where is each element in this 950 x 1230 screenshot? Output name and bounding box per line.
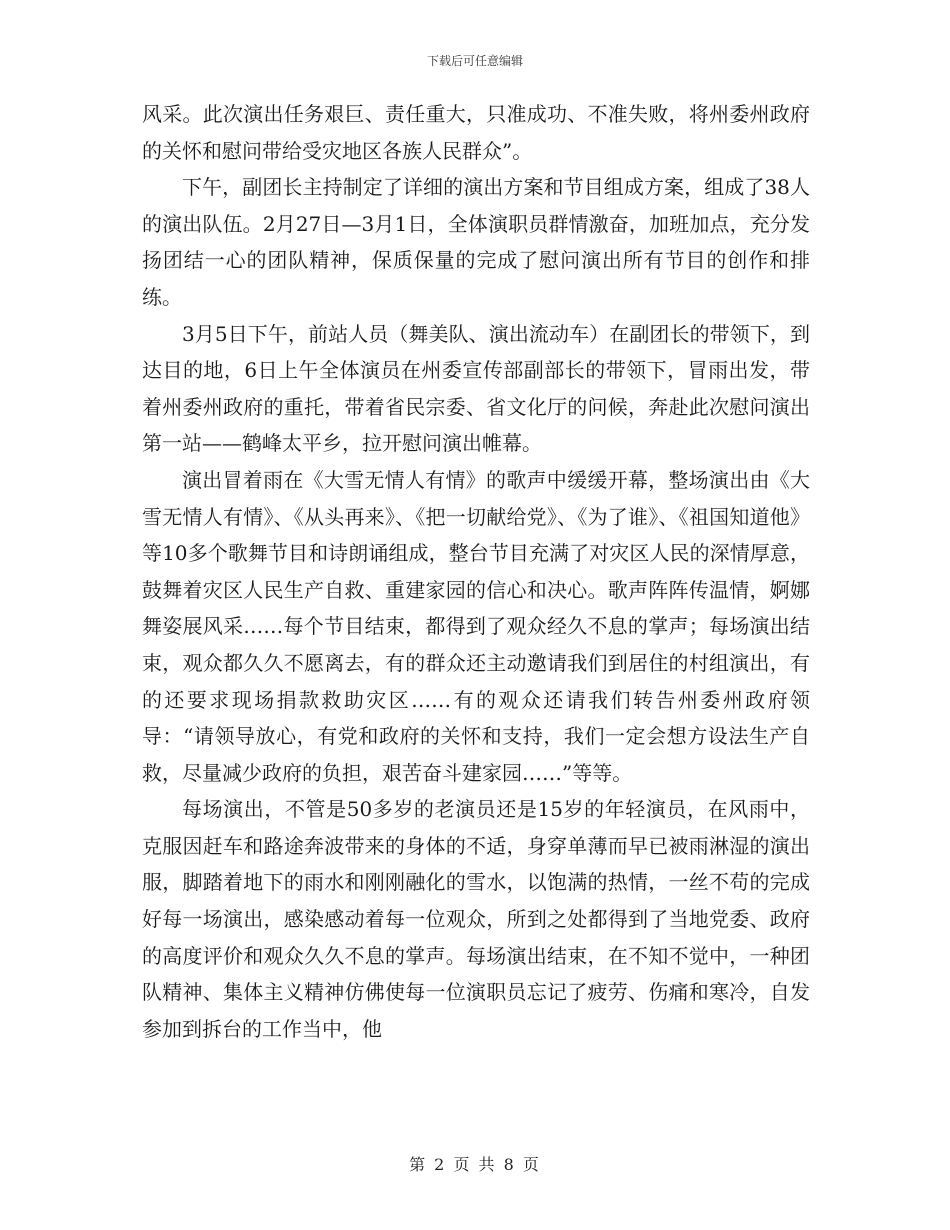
page-header: 下载后可任意编辑 bbox=[426, 54, 523, 68]
paragraph: 每场演出，不管是50多岁的老演员还是15岁的年轻演员，在风雨中，克服因赶车和路途奔波带来的身体的不适，身穿单薄而早已被雨淋湿的演出服，脚踏着地下的雨水和刚刚融化的雪水，以饱满的热情，一丝不苟的完成好每一场演出，感染感动着每一位观众，所到之处都得到了当地党委、政府的高度评价和观众久久不息的掌声。每场演出结束，在不知不觉中，一种团队精神、集体主义精神仿佛使每一位演职员忘记了疲劳、伤痛和寒冷，自发参加到拆台的工作当中，他 bbox=[142, 797, 810, 1041]
paragraph: 3月5日下午，前站人员（舞美队、演出流动车）在副团长的带领下，到达目的地，6日上午全体演员在州委宣传部副部长的带领下，冒雨出发，带着州委州政府的重托，带着省民宗委、省文化厅的问候，奔赴此次慰问演出第一站——鹤峰太平乡，拉开慰问演出帷幕。 bbox=[142, 321, 810, 456]
paragraph-continuation: 风采。此次演出任务艰巨、责任重大，只准成功、不准失败，将州委州政府的关怀和慰问带给受灾地区各族人民群众”。 bbox=[142, 102, 810, 163]
document-body bbox=[142, 96, 810, 1047]
paragraph: 演出冒着雨在《大雪无情人有情》的歌声中缓缓开幕，整场演出由《大雪无情人有情》、《从头再来》、《把一切献给党》、《为了谁》、《祖国知道他》等10多个歌舞节目和诗朗诵组成，整台节目充满了对灾区人民的深情厚意，鼓舞着灾区人民生产自救、重建家园的信心和决心。歌声阵阵传温情，婀娜舞姿展风采……每个节目结束，都得到了观众经久不息的掌声；每场演出结束，观众都久久不愿离去，有的群众还主动邀请我们到居住的村组演出，有的还要求现场捐款救助灾区……有的观众还请我们转告州委州政府领导：“请领导放心，有党和政府的关怀和支持，我们一定会想方设法生产自救，尽量减少政府的负担，艰苦奋斗建家园……”等等。 bbox=[142, 467, 810, 785]
paragraph: 下午，副团长主持制定了详细的演出方案和节目组成方案，组成了38人的演出队伍。2月27日—3月1日，全体演职员群情激奋，加班加点，充分发扬团结一心的团队精神，保质保量的完成了慰问演出所有节目的创作和排练。 bbox=[142, 175, 810, 309]
page-number-footer: 第 2 页 共 8 页 bbox=[409, 1155, 541, 1174]
